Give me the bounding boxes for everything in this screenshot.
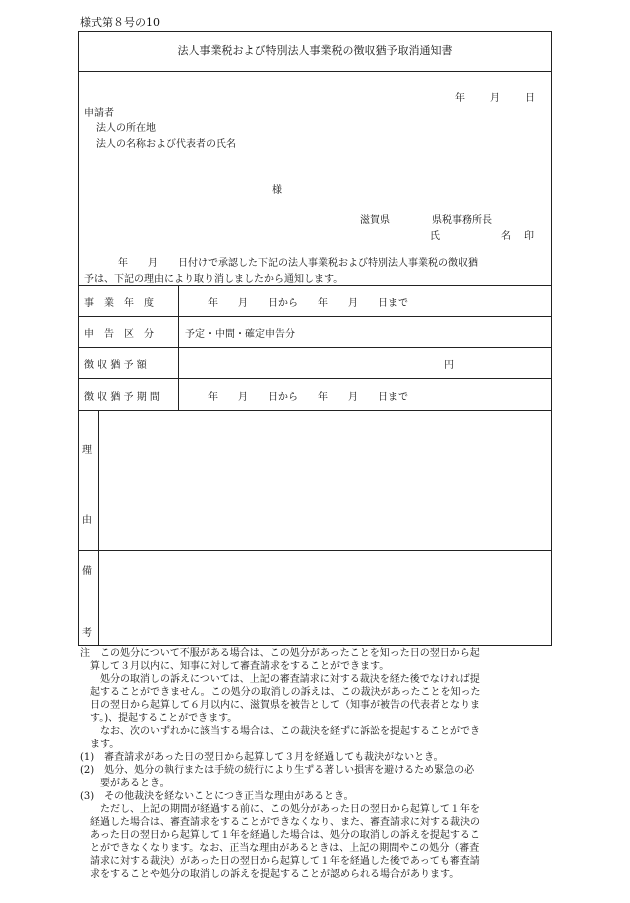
note-line: (1) 審査請求があった日の翌日から起算して３月を経過しても裁決がないとき。 <box>80 752 444 763</box>
applicant-name-label: 法人の名称および代表者の氏名 <box>96 139 236 150</box>
date-month: 月 <box>490 93 500 104</box>
applicant-address-label: 法人の所在地 <box>96 123 156 134</box>
note-line: (2) 処分、処分の執行または手続の続行により生ずる著しい損害を避けるため緊急の必 <box>80 765 475 776</box>
note-line: 日の翌日から起算して６月以内に、滋賀県を被告として（知事が被告の代表者となりま <box>80 700 480 711</box>
row-value-filing-type: 予定・中間・確定申告分 <box>185 329 295 340</box>
issuer-prefecture: 滋賀県 <box>360 215 390 226</box>
note-line: ます。 <box>80 739 120 750</box>
table-top-line <box>78 285 552 286</box>
remarks-label-bottom: 考 <box>82 628 92 639</box>
label-column-divider <box>178 285 179 410</box>
note-line: 要があるとき。 <box>80 778 170 789</box>
applicant-label: 申請者 <box>84 108 114 119</box>
date-day: 日 <box>525 93 535 104</box>
side-label-column-divider <box>98 410 99 646</box>
row-label-deferral-amount: 徴 収 猶 予 額 <box>84 360 147 371</box>
row-value-fiscal-year: 年 月 日から 年 月 日まで <box>208 298 408 309</box>
reason-label-top: 理 <box>82 445 92 456</box>
note-line: 求をすることや処分の取消しの訴えを提起することが認められる場合があります。 <box>80 869 460 880</box>
row-value-deferral-amount: 円 <box>444 360 454 371</box>
row-label-fiscal-year: 事 業 年 度 <box>84 298 154 309</box>
note-line: なお、次のいずれかに該当する場合は、この裁決を経ずに訴訟を提起することができ <box>80 726 480 737</box>
honorific: 様 <box>272 185 282 196</box>
note-line: ただし、上記の期間が経過する前に、この処分があった日の翌日から起算して１年を <box>80 804 480 815</box>
form-title: 法人事業税および特別法人事業税の徴収猶予取消通知書 <box>177 44 453 57</box>
row-divider-4 <box>78 410 552 411</box>
row-divider-1 <box>78 316 552 317</box>
note-line: とができなくなります。なお、正当な理由があるときは、上記の期間やこの処分（審査 <box>80 843 480 854</box>
issuer-office: 県税事務所長 <box>432 215 492 226</box>
row-label-filing-type: 申 告 区 分 <box>84 329 154 340</box>
issuer-name-label-2: 名 <box>501 231 511 242</box>
note-line: 処分の取消しの訴えについては、上記の審査請求に対する裁決を経た後でなければ提 <box>80 674 480 685</box>
seal-mark: 印 <box>524 231 534 242</box>
date-year: 年 <box>455 93 465 104</box>
reason-label-bottom: 由 <box>82 515 92 526</box>
note-line: 算して３月以内に、知事に対して審査請求をすることができます。 <box>80 661 390 672</box>
note-line: 請求に対する裁決）があった日の翌日から起算して１年を経過した後であっても審査請 <box>80 856 480 867</box>
note-line: (3) その他裁決を経ないことにつき正当な理由があるとき。 <box>80 791 354 802</box>
row-divider-5 <box>78 550 552 551</box>
row-divider-3 <box>78 378 552 379</box>
body-text-line-1: 年 月 日付けで承認した下記の法人事業税および特別法人事業税の徴収猶 <box>118 258 478 269</box>
remarks-label-top: 備 <box>82 566 92 577</box>
note-line: 経過した場合は、審査請求をすることができなくなり、また、審査請求に対する裁決の <box>80 817 480 828</box>
row-divider-2 <box>78 347 552 348</box>
note-line: 起することができません。この処分の取消しの訴えは、この裁決があったことを知った <box>80 687 481 698</box>
issuer-name-label: 氏 <box>430 231 440 242</box>
body-text-line-2: 予は、下記の理由により取り消しましたから通知します。 <box>84 274 344 285</box>
note-line: 注 この処分について不服がある場合は、この処分があったことを知った日の翌日から起 <box>80 648 480 659</box>
note-line: あった日の翌日から起算して１年を経過した場合は、処分の取消しの訴えを提起するこ <box>80 830 480 841</box>
row-value-deferral-period: 年 月 日から 年 月 日まで <box>208 392 408 403</box>
title-divider <box>78 71 552 72</box>
form-number: 様式第８号の10 <box>80 16 160 29</box>
row-label-deferral-period: 徴 収 猶 予 期 間 <box>84 392 160 403</box>
note-line: す。)、提起することができます。 <box>80 713 238 724</box>
